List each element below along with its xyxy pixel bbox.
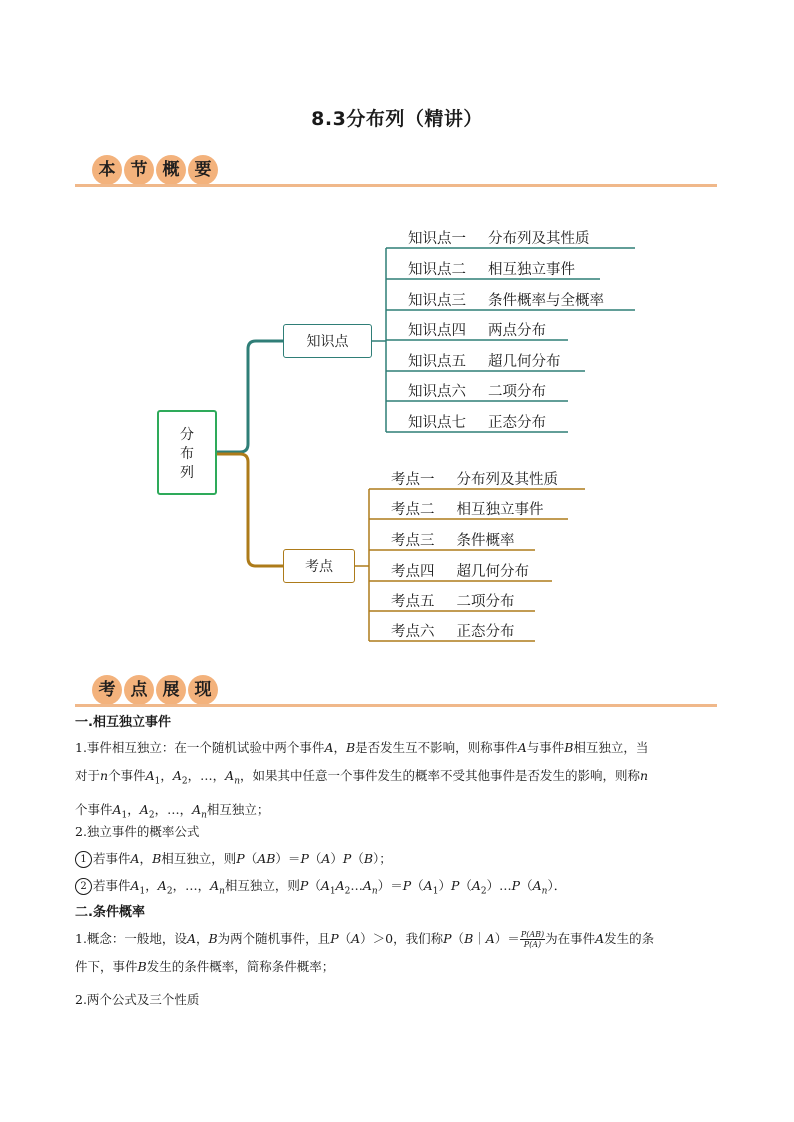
banner-char: 概	[156, 155, 186, 185]
leaf-value: 分布列及其性质	[456, 472, 558, 488]
text: 发生的条件概率，简称条件概率；	[146, 959, 335, 974]
banner-char: 考	[92, 675, 122, 705]
exam-leaf	[391, 590, 515, 611]
root-char: 分	[180, 427, 194, 443]
leaf-key: 考点五	[391, 594, 435, 610]
text: 相互独立；	[206, 801, 270, 817]
leaf-value: 二项分布	[488, 384, 546, 400]
leaf-value: 正态分布	[488, 415, 546, 431]
leaf-key: 知识点六	[408, 384, 466, 400]
text: 发生的条	[604, 931, 655, 946]
leaf-value: 相互独立事件	[488, 262, 575, 278]
branch-knowledge-points: 知识点	[283, 324, 372, 358]
leaf-value: 二项分布	[456, 594, 515, 610]
leaf-value: 相互独立事件	[456, 502, 544, 518]
text: 个事件	[108, 768, 146, 783]
leaf-key: 知识点七	[408, 415, 466, 431]
mindmap-root	[157, 410, 217, 495]
text: ，如果其中任意一个事件发生的概率不受其他事件是否发生的影响，则称	[239, 768, 640, 783]
text: 相互独立，则	[224, 878, 300, 893]
knowledge-leaf	[408, 289, 604, 310]
fraction-numerator: P(AB)	[520, 930, 545, 939]
exam-leaf	[391, 529, 515, 550]
root-char: 列	[180, 465, 194, 481]
leaf-key: 知识点一	[408, 231, 466, 247]
text: 个事件	[75, 801, 113, 817]
leaf-value: 超几何分布	[456, 564, 529, 580]
page-title: 8.3分布列（精讲）	[311, 108, 483, 130]
leaf-value: 条件概率	[456, 533, 515, 549]
leaf-key: 考点六	[391, 624, 435, 640]
text: 相互独立，当	[573, 740, 649, 755]
leaf-key: 知识点四	[408, 323, 466, 339]
leaf-value: 两点分布	[488, 323, 546, 339]
paragraph-conditional-definition: 1.概念：一般地，设A，B为两个随机事件，且P（A）＞0，我们称P（B｜A）＝ $\frac{P(AB)}{P(A)}$ 为在事件A发生的条 件下，事件B发生的条件概率，简称条件概率；	[75, 930, 655, 974]
leaf-key: 考点四	[391, 564, 435, 580]
knowledge-leaf	[408, 227, 590, 248]
leaf-key: 知识点二	[408, 262, 466, 278]
text: 为两个随机事件，且	[217, 931, 331, 946]
text: 1.概念：一般地，设	[75, 931, 187, 946]
branch-exam-points: 考点	[283, 549, 355, 583]
root-char: 布	[180, 446, 194, 462]
knowledge-leaf	[408, 350, 561, 371]
text: ，我们称	[393, 931, 444, 946]
text: 若事件	[93, 851, 131, 866]
knowledge-leaf	[408, 258, 575, 279]
knowledge-leaf	[408, 411, 546, 432]
text: 件下，事件	[75, 959, 138, 974]
exam-leaf	[391, 498, 544, 519]
leaf-key: 知识点三	[408, 293, 466, 309]
text: 与事件	[526, 740, 565, 755]
text: 对于	[75, 768, 101, 783]
circled-number: 2	[75, 878, 92, 895]
knowledge-leaf	[408, 319, 546, 340]
paragraph-independence-definition: 1.事件相互独立：在一个随机试验中两个事件A，B是否发生互不影响，则称事件A与事件B相互独立，当 对于n个事件$A_1$，$A_2$，…，$A_n$，如果其中任意一个事件发生的概率不受其他事件是否发生的影响，则称n 个事件$A_1$，$A_2$，…，$A_n$相互独立；	[75, 740, 649, 820]
banner-char: 现	[188, 675, 218, 705]
banner-char: 本	[92, 155, 122, 185]
paragraph-formulas-title: 2.两个公式及三个性质	[75, 992, 200, 1007]
circled-number: 1	[75, 851, 92, 868]
leaf-value: 分布列及其性质	[488, 231, 590, 247]
leaf-value: 超几何分布	[488, 354, 561, 370]
fraction-denominator: P(A)	[523, 940, 542, 949]
text: 是否发生互不影响，则称事件	[355, 740, 518, 755]
exam-leaf	[391, 620, 515, 641]
leaf-value: 正态分布	[456, 624, 515, 640]
banner-char: 节	[124, 155, 154, 185]
banner-char: 点	[124, 675, 154, 705]
banner-char: 展	[156, 675, 186, 705]
paragraph-formula-title: 2.独立事件的概率公式	[75, 824, 200, 839]
text: 为在事件	[545, 931, 596, 946]
section-heading: 二.条件概率	[75, 905, 145, 920]
leaf-value: 条件概率与全概率	[488, 293, 604, 309]
text: 若事件	[93, 878, 131, 893]
leaf-key: 考点二	[391, 502, 435, 518]
leaf-key: 知识点五	[408, 354, 466, 370]
paragraph-formula-n: 2 若事件$A_1$，$A_2$，…，$A_n$相互独立，则$P(A_1A_2\dots A_n)=P(A_1)P(A_2)\dots P(A_n)$．	[75, 872, 725, 906]
leaf-key: 考点三	[391, 533, 435, 549]
section-heading: 一.相互独立事件	[75, 715, 171, 730]
text: 1.事件相互独立：在一个随机试验中两个事件	[75, 740, 325, 755]
exam-leaf	[391, 560, 529, 581]
paragraph-formula-two: 1 若事件A，B相互独立，则P（AB）＝P（A）P（B）；	[75, 845, 725, 873]
exam-leaf	[391, 468, 558, 489]
banner-char: 要	[188, 155, 218, 185]
knowledge-leaf	[408, 380, 546, 401]
leaf-key: 考点一	[391, 472, 435, 488]
banner-divider	[75, 704, 717, 707]
text: 相互独立，则	[161, 851, 237, 866]
fraction	[520, 930, 545, 949]
